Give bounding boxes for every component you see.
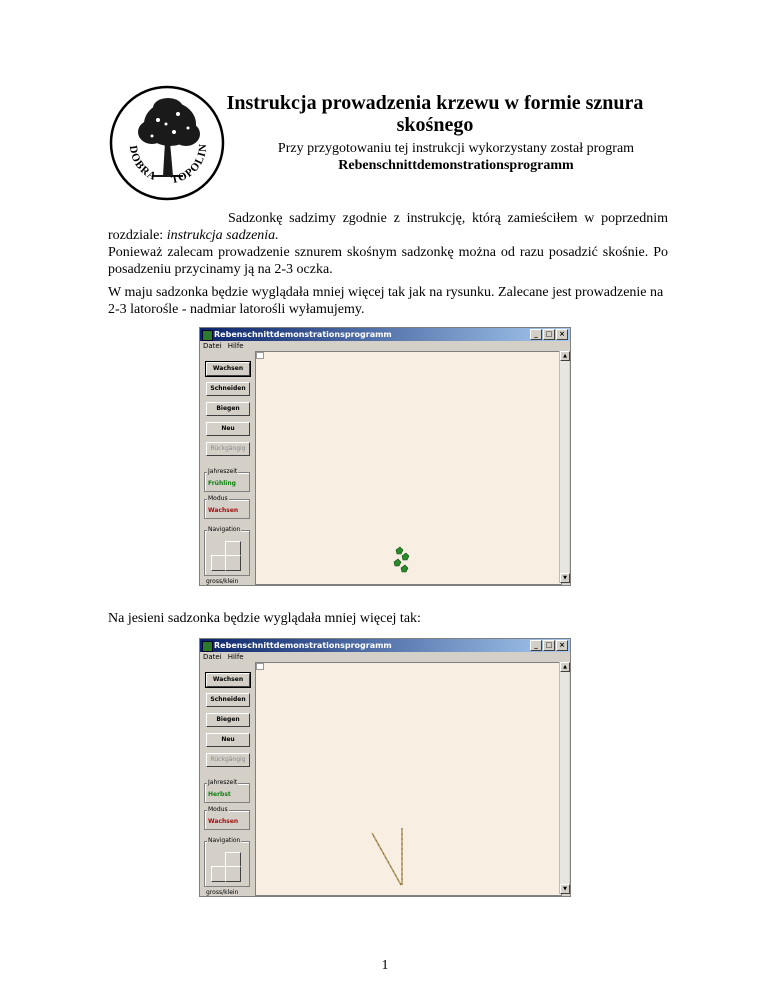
scroll-down-arrow-icon[interactable]: ▼ xyxy=(560,573,570,583)
app-icon xyxy=(202,330,213,341)
jahreszeit-group xyxy=(204,779,250,803)
document-subtitle xyxy=(236,140,676,174)
scroll-up-arrow-icon[interactable]: ▲ xyxy=(560,351,570,361)
navigation-label: Navigation xyxy=(208,526,241,533)
paragraph-may: W maju sadzonka będzie wyglądała mniej więcej tak jak na rysunku. Zalecane jest prowadzenie na 2-3 latorośle - nadmiar latorośli wyłamujemy. xyxy=(108,285,664,317)
app-window-autumn xyxy=(199,638,571,897)
undo-button[interactable]: Rückgängig xyxy=(206,753,250,767)
wachsen-button[interactable]: Wachsen xyxy=(206,362,250,376)
window-title: Rebenschnittdemonstrationsprogramm xyxy=(214,641,392,650)
schneiden-button[interactable]: Schneiden xyxy=(206,382,250,396)
paragraph-planting xyxy=(108,210,668,278)
biegen-button[interactable]: Biegen xyxy=(206,713,250,727)
app-window-spring xyxy=(199,327,571,586)
jahreszeit-label: Jahreszeit xyxy=(208,779,238,786)
close-button[interactable]: × xyxy=(556,329,568,340)
neu-button[interactable]: Neu xyxy=(206,733,250,747)
scroll-up-arrow-icon[interactable]: ▲ xyxy=(560,662,570,672)
modus-value: Wachsen xyxy=(208,818,239,825)
document-title: Instrukcja prowadzenia krzewu w formie sznura skośnego xyxy=(226,92,644,136)
menubar xyxy=(200,652,570,662)
navigation-label: Navigation xyxy=(208,837,241,844)
paragraph-planting-text: Sadzonkę sadzimy zgodnie z instrukcję, którą zamieściłem w poprzednim rozdziale: xyxy=(108,211,668,243)
vertical-scrollbar[interactable] xyxy=(559,662,569,894)
vine-canvas[interactable] xyxy=(255,351,562,585)
modus-label: Modus xyxy=(208,495,228,502)
subtitle-text: Przy przygotowaniu tej instrukcji wykorzystany został program xyxy=(277,141,635,156)
minimize-button[interactable]: _ xyxy=(530,640,542,651)
paragraph-autumn: Na jesieni sadzonka będzie wyglądała mniej więcej tak: xyxy=(108,611,421,626)
schneiden-button[interactable]: Schneiden xyxy=(206,693,250,707)
window-title: Rebenschnittdemonstrationsprogramm xyxy=(214,330,392,339)
program-name: Rebenschnittdemonstrationsprogramm xyxy=(338,158,574,173)
gross-klein-label[interactable]: gross/klein xyxy=(206,578,239,585)
menu-hilfe[interactable]: Hilfe xyxy=(227,653,244,661)
vine-drawing xyxy=(256,663,561,895)
modus-value: Wachsen xyxy=(208,507,239,514)
nav-right-arrow-icon[interactable] xyxy=(225,555,241,571)
close-button[interactable]: × xyxy=(556,640,568,651)
spring-shoot-leaves-icon xyxy=(394,547,409,572)
season-value: Herbst xyxy=(208,791,231,798)
modus-label: Modus xyxy=(208,806,228,813)
logo-text-topolin: TOPOLIN xyxy=(170,142,210,187)
jahreszeit-group xyxy=(204,468,250,492)
planting-instruction-link[interactable]: instrukcja sadzenia. xyxy=(166,228,279,243)
menu-hilfe[interactable]: Hilfe xyxy=(227,342,244,350)
nav-right-arrow-icon[interactable] xyxy=(225,866,241,882)
autumn-canes-icon xyxy=(372,828,402,885)
window-titlebar[interactable] xyxy=(200,639,570,652)
wachsen-button[interactable]: Wachsen xyxy=(206,673,250,687)
jahreszeit-label: Jahreszeit xyxy=(208,468,238,475)
modus-group xyxy=(204,495,250,519)
menubar xyxy=(200,341,570,351)
window-titlebar[interactable] xyxy=(200,328,570,341)
vertical-scrollbar[interactable] xyxy=(559,351,569,583)
biegen-button[interactable]: Biegen xyxy=(206,402,250,416)
neu-button[interactable]: Neu xyxy=(206,422,250,436)
menu-datei[interactable]: Datei xyxy=(203,342,222,350)
navigation-pad[interactable] xyxy=(211,852,241,882)
season-value: Frühling xyxy=(208,480,236,487)
scroll-down-arrow-icon[interactable]: ▼ xyxy=(560,884,570,894)
navigation-group xyxy=(204,526,250,576)
modus-group xyxy=(204,806,250,830)
logo-text-dobra: DOBRA xyxy=(126,144,159,184)
menu-datei[interactable]: Datei xyxy=(203,653,222,661)
maximize-button[interactable]: □ xyxy=(543,329,555,340)
navigation-pad[interactable] xyxy=(211,541,241,571)
gross-klein-label[interactable]: gross/klein xyxy=(206,889,239,896)
page-number: 1 xyxy=(381,958,389,973)
minimize-button[interactable]: _ xyxy=(530,329,542,340)
paragraph-planting-text-2: Ponieważ zalecam prowadzenie sznurem skośnym sadzonkę można od razu posadzić skośnie. Po posadzeniu przycinamy ją na 2-3 oczka. xyxy=(108,245,668,277)
undo-button[interactable]: Rückgängig xyxy=(206,442,250,456)
vine-drawing xyxy=(256,352,561,584)
navigation-group xyxy=(204,837,250,887)
app-icon xyxy=(202,641,213,652)
maximize-button[interactable]: □ xyxy=(543,640,555,651)
vine-canvas[interactable] xyxy=(255,662,562,896)
